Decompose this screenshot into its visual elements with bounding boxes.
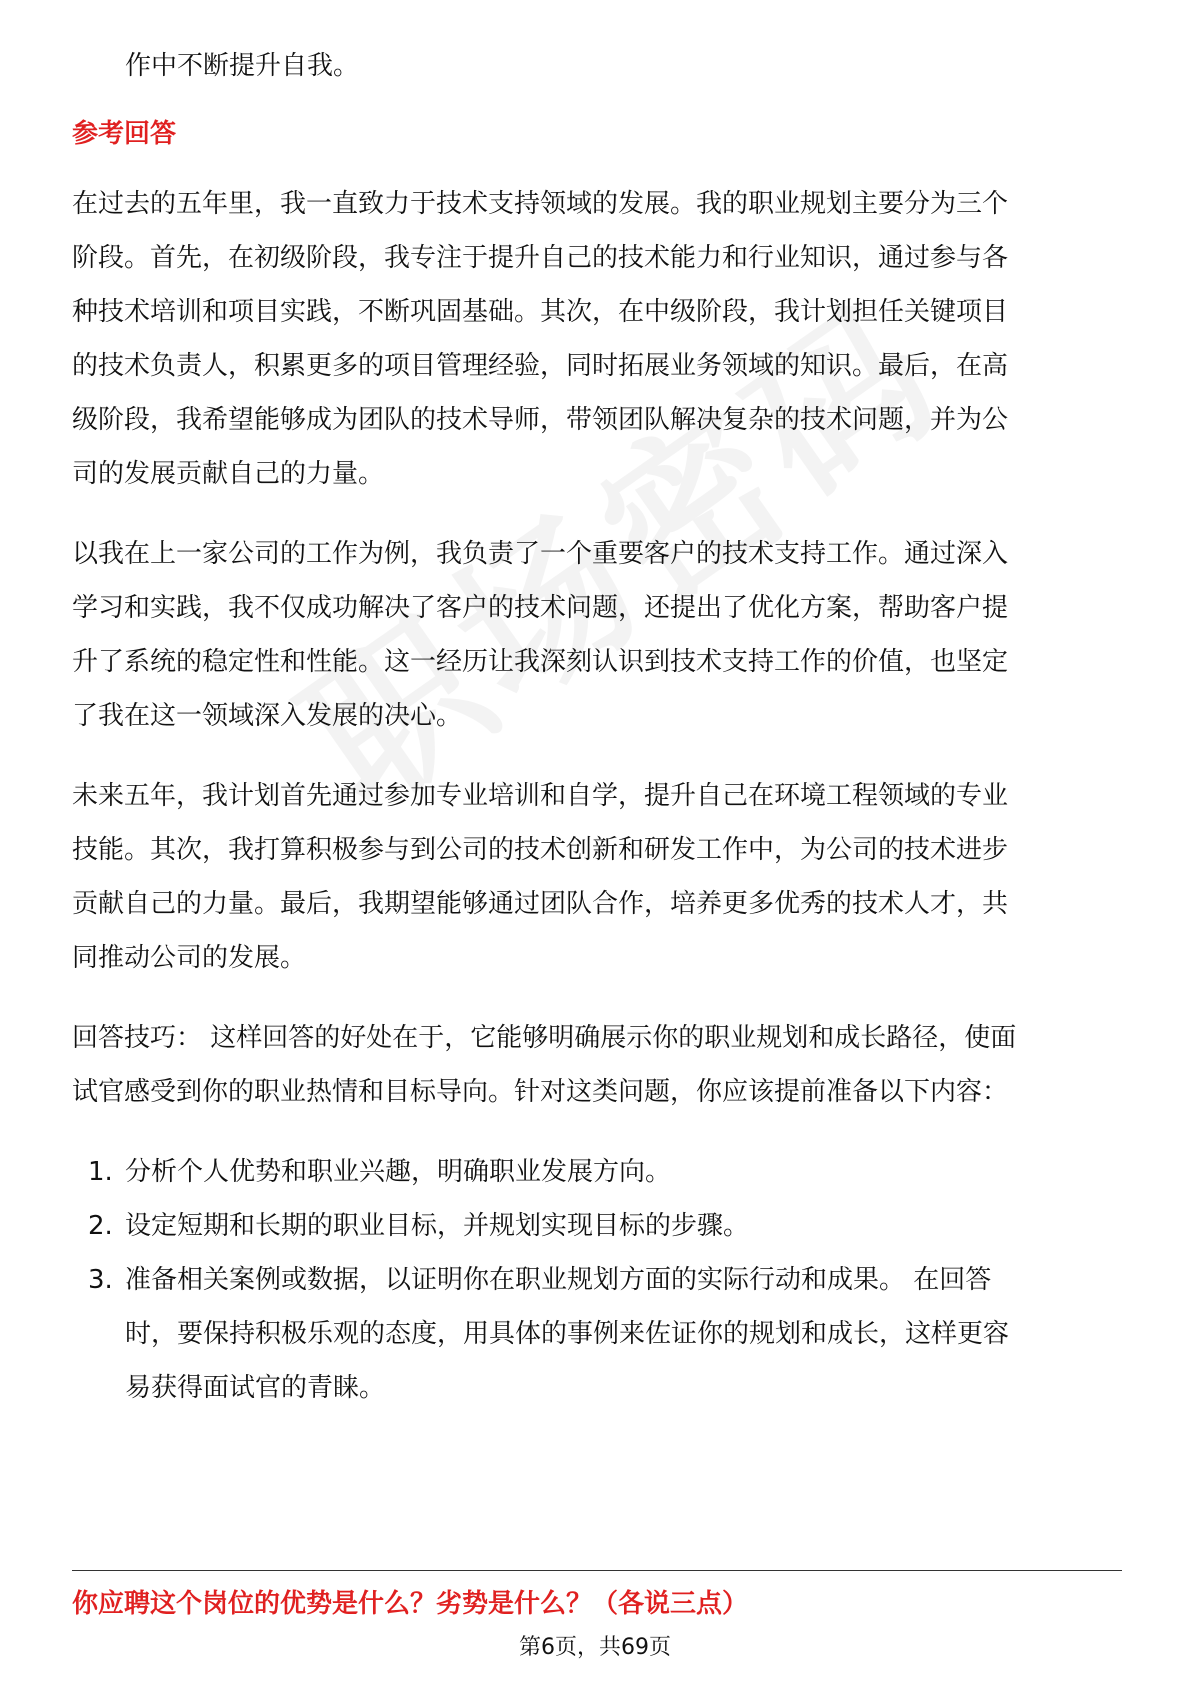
paragraph-line: 未来五年，我计划首先通过参加专业培训和自学，提升自己在环境工程领域的专业 — [72, 781, 1009, 811]
list-item: 准备相关案例或数据，以证明你在职业规划方面的实际行动和成果。 在回答 — [125, 1265, 992, 1295]
list-number: 3. — [88, 1265, 113, 1295]
paragraph-line: 阶段。首先，在初级阶段，我专注于提升自己的技术能力和行业知识，通过参与各 — [72, 243, 1009, 273]
list-number: 1. — [88, 1157, 113, 1187]
list-item: 易获得面试官的青睐。 — [125, 1373, 386, 1403]
paragraph-line: 升了系统的稳定性和性能。这一经历让我深刻认识到技术支持工作的价值，也坚定 — [72, 647, 1009, 677]
paragraph-line: 学习和实践，我不仅成功解决了客户的技术问题，还提出了优化方案，帮助客户提 — [72, 593, 1009, 623]
section-title: 参考回答 — [72, 119, 177, 149]
paragraph-line: 同推动公司的发展。 — [72, 943, 307, 973]
paragraph-line: 司的发展贡献自己的力量。 — [72, 459, 385, 489]
paragraph-line: 种技术培训和项目实践，不断巩固基础。其次，在中级阶段，我计划担任关键项目 — [72, 297, 1009, 327]
intro-tail: 作中不断提升自我。 — [125, 51, 360, 81]
section-divider — [72, 1570, 1122, 1571]
next-question-heading: 你应聘这个岗位的优势是什么？劣势是什么？（各说三点） — [72, 1589, 749, 1619]
paragraph-line: 的技术负责人，积累更多的项目管理经验，同时拓展业务领域的知识。最后，在高 — [72, 351, 1009, 381]
paragraph-line: 了我在这一领域深入发展的决心。 — [72, 701, 463, 731]
paragraph-line: 贡献自己的力量。最后，我期望能够通过团队合作，培养更多优秀的技术人才，共 — [72, 889, 1009, 919]
list-number: 2. — [88, 1211, 113, 1241]
page-number: 第6页，共69页 — [519, 1635, 671, 1660]
paragraph-line: 级阶段，我希望能够成为团队的技术导师，带领团队解决复杂的技术问题，并为公 — [72, 405, 1009, 435]
list-item: 分析个人优势和职业兴趣，明确职业发展方向。 — [125, 1157, 672, 1187]
list-item: 设定短期和长期的职业目标，并规划实现目标的步骤。 — [125, 1211, 750, 1241]
tips-line: 回答技巧： 这样回答的好处在于，它能够明确展示你的职业规划和成长路径，使面 — [72, 1023, 1017, 1053]
list-item: 时，要保持积极乐观的态度，用具体的事例来佐证你的规划和成长，这样更容 — [125, 1319, 1010, 1349]
paragraph-line: 以我在上一家公司的工作为例，我负责了一个重要客户的技术支持工作。通过深入 — [72, 539, 1009, 569]
paragraph-line: 技能。其次，我打算积极参与到公司的技术创新和研发工作中，为公司的技术进步 — [72, 835, 1009, 865]
tips-line: 试官感受到你的职业热情和目标导向。针对这类问题，你应该提前准备以下内容： — [72, 1077, 1009, 1107]
paragraph-line: 在过去的五年里，我一直致力于技术支持领域的发展。我的职业规划主要分为三个 — [72, 189, 1009, 219]
